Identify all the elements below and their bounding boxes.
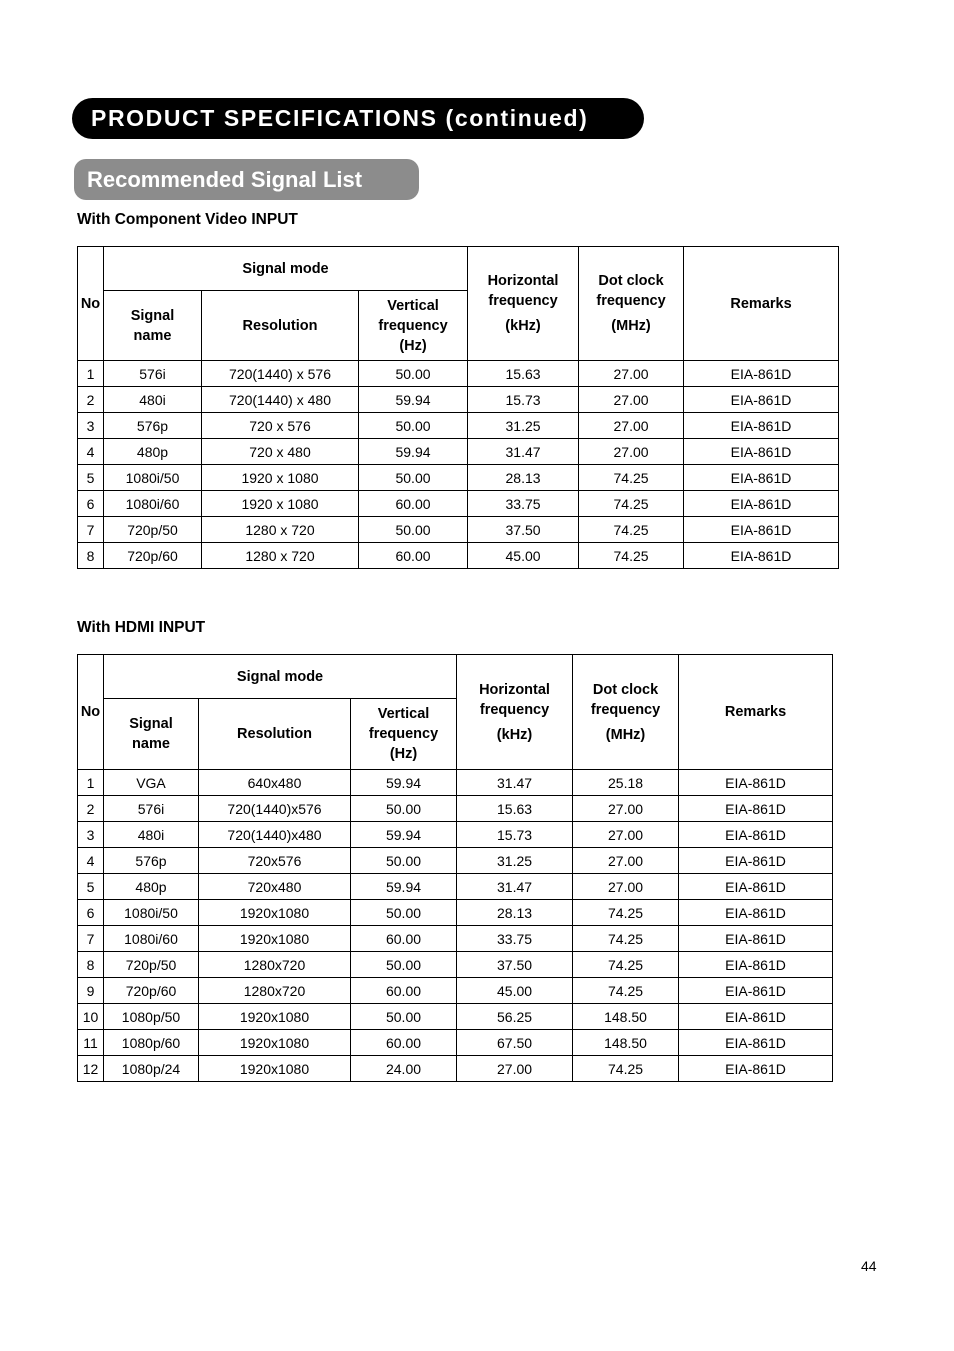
header-line: name bbox=[133, 327, 172, 344]
cell-horizontal-frequency: 33.75 bbox=[468, 491, 579, 517]
cell-vertical-frequency: 24.00 bbox=[351, 1056, 457, 1082]
cell-dot-clock: 74.25 bbox=[573, 926, 679, 952]
table-row bbox=[78, 874, 833, 900]
header-horizontal-frequency bbox=[468, 247, 579, 361]
cell-resolution: 1280x720 bbox=[199, 978, 351, 1004]
cell-remarks: EIA-861D bbox=[684, 387, 839, 413]
table-row bbox=[78, 900, 833, 926]
header-line: frequency bbox=[488, 293, 558, 309]
cell-horizontal-frequency: 45.00 bbox=[468, 543, 579, 569]
cell-no: 4 bbox=[78, 848, 104, 874]
header-line: Vertical bbox=[377, 706, 430, 722]
cell-remarks: EIA-861D bbox=[684, 543, 839, 569]
cell-no: 9 bbox=[78, 978, 104, 1004]
cell-resolution: 1280 x 720 bbox=[202, 517, 359, 543]
cell-horizontal-frequency: 31.47 bbox=[468, 439, 579, 465]
header-line: Vertical bbox=[387, 297, 439, 314]
cell-remarks: EIA-861D bbox=[684, 517, 839, 543]
header-line: Horizontal bbox=[487, 273, 559, 289]
table-row bbox=[78, 1056, 833, 1082]
cell-signal-name: 480p bbox=[104, 439, 202, 465]
cell-signal-name: 720p/50 bbox=[104, 517, 202, 543]
cell-horizontal-frequency: 33.75 bbox=[457, 926, 573, 952]
cell-resolution: 720 x 576 bbox=[202, 413, 359, 439]
header-signal-name bbox=[104, 699, 199, 770]
cell-dot-clock: 74.25 bbox=[579, 491, 684, 517]
cell-resolution: 1920x1080 bbox=[199, 1004, 351, 1030]
cell-resolution: 720(1440)x480 bbox=[199, 822, 351, 848]
cell-dot-clock: 27.00 bbox=[579, 361, 684, 387]
hdmi-heading: With HDMI INPUT bbox=[77, 619, 206, 636]
header-horizontal-frequency bbox=[457, 655, 573, 770]
cell-no: 10 bbox=[78, 1004, 104, 1030]
cell-remarks: EIA-861D bbox=[679, 900, 833, 926]
cell-remarks: EIA-861D bbox=[679, 848, 833, 874]
cell-signal-name: VGA bbox=[104, 770, 199, 796]
table-row bbox=[78, 543, 839, 569]
cell-dot-clock: 27.00 bbox=[573, 822, 679, 848]
header-no: No bbox=[78, 655, 104, 770]
cell-remarks: EIA-861D bbox=[679, 822, 833, 848]
cell-signal-name: 720p/50 bbox=[104, 952, 199, 978]
cell-dot-clock: 74.25 bbox=[573, 952, 679, 978]
cell-dot-clock: 27.00 bbox=[579, 413, 684, 439]
cell-signal-name: 1080p/24 bbox=[104, 1056, 199, 1082]
cell-vertical-frequency: 59.94 bbox=[351, 874, 457, 900]
cell-resolution: 1920x1080 bbox=[199, 1056, 351, 1082]
cell-no: 1 bbox=[78, 361, 104, 387]
cell-resolution: 720(1440)x576 bbox=[199, 796, 351, 822]
cell-remarks: EIA-861D bbox=[679, 926, 833, 952]
component-signal-table bbox=[77, 246, 839, 569]
cell-dot-clock: 74.25 bbox=[579, 543, 684, 569]
header-signal-name bbox=[104, 291, 202, 361]
header-remarks: Remarks bbox=[684, 247, 839, 361]
cell-dot-clock: 27.00 bbox=[579, 387, 684, 413]
cell-signal-name: 576i bbox=[104, 361, 202, 387]
cell-dot-clock: 74.25 bbox=[573, 1056, 679, 1082]
cell-dot-clock: 74.25 bbox=[573, 900, 679, 926]
cell-resolution: 720x480 bbox=[199, 874, 351, 900]
cell-remarks: EIA-861D bbox=[679, 1030, 833, 1056]
cell-resolution: 640x480 bbox=[199, 770, 351, 796]
cell-signal-name: 480p bbox=[104, 874, 199, 900]
cell-dot-clock: 25.18 bbox=[573, 770, 679, 796]
cell-resolution: 1920x1080 bbox=[199, 900, 351, 926]
table-row bbox=[78, 361, 839, 387]
header-no: No bbox=[78, 247, 104, 361]
cell-horizontal-frequency: 31.47 bbox=[457, 874, 573, 900]
cell-horizontal-frequency: 56.25 bbox=[457, 1004, 573, 1030]
table-row bbox=[78, 1030, 833, 1056]
header-vertical-frequency bbox=[359, 291, 468, 361]
table-row bbox=[78, 517, 839, 543]
table-row bbox=[78, 413, 839, 439]
cell-horizontal-frequency: 37.50 bbox=[468, 517, 579, 543]
cell-vertical-frequency: 50.00 bbox=[359, 361, 468, 387]
cell-resolution: 720(1440) x 576 bbox=[202, 361, 359, 387]
header-line: name bbox=[132, 736, 170, 752]
header-remarks: Remarks bbox=[679, 655, 833, 770]
cell-horizontal-frequency: 15.63 bbox=[457, 796, 573, 822]
header-signal-mode: Signal mode bbox=[104, 247, 468, 291]
cell-signal-name: 720p/60 bbox=[104, 543, 202, 569]
cell-dot-clock: 27.00 bbox=[573, 874, 679, 900]
header-signal-mode: Signal mode bbox=[104, 655, 457, 699]
cell-horizontal-frequency: 31.25 bbox=[468, 413, 579, 439]
header-line: (Hz) bbox=[399, 337, 427, 354]
cell-no: 8 bbox=[78, 543, 104, 569]
cell-signal-name: 720p/60 bbox=[104, 978, 199, 1004]
cell-vertical-frequency: 50.00 bbox=[351, 796, 457, 822]
header-line: frequency bbox=[479, 701, 550, 718]
cell-no: 6 bbox=[78, 900, 104, 926]
cell-remarks: EIA-861D bbox=[684, 361, 839, 387]
cell-no: 11 bbox=[78, 1030, 104, 1056]
cell-dot-clock: 27.00 bbox=[573, 848, 679, 874]
cell-resolution: 720 x 480 bbox=[202, 439, 359, 465]
cell-remarks: EIA-861D bbox=[684, 491, 839, 517]
section-title: Recommended Signal List bbox=[74, 159, 419, 200]
cell-vertical-frequency: 60.00 bbox=[359, 543, 468, 569]
table-row bbox=[78, 796, 833, 822]
cell-vertical-frequency: 60.00 bbox=[359, 491, 468, 517]
header-line: (Hz) bbox=[389, 746, 418, 762]
cell-dot-clock: 148.50 bbox=[573, 1030, 679, 1056]
cell-no: 8 bbox=[78, 952, 104, 978]
cell-no: 5 bbox=[78, 874, 104, 900]
cell-signal-name: 576p bbox=[104, 413, 202, 439]
header-line: frequency bbox=[378, 317, 448, 334]
cell-vertical-frequency: 59.94 bbox=[359, 387, 468, 413]
cell-dot-clock: 74.25 bbox=[579, 517, 684, 543]
header-vertical-frequency bbox=[351, 699, 457, 770]
cell-signal-name: 1080i/60 bbox=[104, 491, 202, 517]
cell-vertical-frequency: 59.94 bbox=[359, 439, 468, 465]
cell-horizontal-frequency: 31.47 bbox=[457, 770, 573, 796]
cell-signal-name: 576p bbox=[104, 848, 199, 874]
cell-horizontal-frequency: 15.63 bbox=[468, 361, 579, 387]
header-line: (kHz) bbox=[505, 318, 541, 334]
cell-remarks: EIA-861D bbox=[679, 770, 833, 796]
table-row bbox=[78, 439, 839, 465]
cell-no: 5 bbox=[78, 465, 104, 491]
cell-vertical-frequency: 50.00 bbox=[351, 952, 457, 978]
header-line: frequency bbox=[368, 726, 439, 742]
header-line: frequency bbox=[596, 293, 666, 309]
table-row bbox=[78, 491, 839, 517]
cell-vertical-frequency: 60.00 bbox=[351, 926, 457, 952]
header-resolution: Resolution bbox=[199, 699, 351, 770]
cell-resolution: 1280 x 720 bbox=[202, 543, 359, 569]
table-row bbox=[78, 465, 839, 491]
cell-horizontal-frequency: 27.00 bbox=[457, 1056, 573, 1082]
cell-remarks: EIA-861D bbox=[684, 439, 839, 465]
cell-dot-clock: 148.50 bbox=[573, 1004, 679, 1030]
cell-remarks: EIA-861D bbox=[679, 978, 833, 1004]
cell-vertical-frequency: 50.00 bbox=[359, 465, 468, 491]
component-video-heading: With Component Video INPUT bbox=[77, 211, 298, 228]
cell-horizontal-frequency: 37.50 bbox=[457, 952, 573, 978]
cell-resolution: 1920 x 1080 bbox=[202, 491, 359, 517]
cell-remarks: EIA-861D bbox=[679, 1056, 833, 1082]
cell-signal-name: 1080i/50 bbox=[104, 900, 199, 926]
header-line: (kHz) bbox=[496, 726, 533, 743]
cell-horizontal-frequency: 45.00 bbox=[457, 978, 573, 1004]
table-row bbox=[78, 387, 839, 413]
cell-resolution: 1920x1080 bbox=[199, 926, 351, 952]
cell-no: 1 bbox=[78, 770, 104, 796]
table-row bbox=[78, 978, 833, 1004]
cell-no: 7 bbox=[78, 926, 104, 952]
header-line: (MHz) bbox=[605, 726, 646, 743]
header-line: Signal bbox=[130, 307, 175, 324]
cell-horizontal-frequency: 15.73 bbox=[457, 822, 573, 848]
cell-horizontal-frequency: 67.50 bbox=[457, 1030, 573, 1056]
cell-remarks: EIA-861D bbox=[679, 796, 833, 822]
cell-no: 4 bbox=[78, 439, 104, 465]
cell-no: 3 bbox=[78, 822, 104, 848]
header-line: (MHz) bbox=[611, 318, 651, 334]
cell-resolution: 720x576 bbox=[199, 848, 351, 874]
cell-vertical-frequency: 60.00 bbox=[351, 978, 457, 1004]
cell-horizontal-frequency: 28.13 bbox=[468, 465, 579, 491]
cell-signal-name: 480i bbox=[104, 822, 199, 848]
cell-signal-name: 480i bbox=[104, 387, 202, 413]
cell-vertical-frequency: 50.00 bbox=[359, 517, 468, 543]
page-number: 44 bbox=[861, 1258, 877, 1274]
cell-signal-name: 1080p/60 bbox=[104, 1030, 199, 1056]
cell-no: 12 bbox=[78, 1056, 104, 1082]
table-row bbox=[78, 770, 833, 796]
page-title: PRODUCT SPECIFICATIONS (continued) bbox=[72, 98, 644, 139]
cell-dot-clock: 27.00 bbox=[573, 796, 679, 822]
cell-remarks: EIA-861D bbox=[679, 952, 833, 978]
cell-no: 7 bbox=[78, 517, 104, 543]
cell-horizontal-frequency: 31.25 bbox=[457, 848, 573, 874]
hdmi-signal-table bbox=[77, 654, 833, 1082]
cell-no: 2 bbox=[78, 796, 104, 822]
header-line: frequency bbox=[590, 701, 661, 718]
cell-remarks: EIA-861D bbox=[679, 874, 833, 900]
cell-dot-clock: 74.25 bbox=[573, 978, 679, 1004]
cell-resolution: 1920 x 1080 bbox=[202, 465, 359, 491]
cell-horizontal-frequency: 28.13 bbox=[457, 900, 573, 926]
cell-vertical-frequency: 59.94 bbox=[351, 770, 457, 796]
cell-remarks: EIA-861D bbox=[684, 465, 839, 491]
cell-signal-name: 1080i/60 bbox=[104, 926, 199, 952]
header-line: Signal bbox=[129, 716, 173, 732]
cell-signal-name: 576i bbox=[104, 796, 199, 822]
cell-remarks: EIA-861D bbox=[679, 1004, 833, 1030]
cell-remarks: EIA-861D bbox=[684, 413, 839, 439]
cell-dot-clock: 27.00 bbox=[579, 439, 684, 465]
table-row bbox=[78, 822, 833, 848]
cell-horizontal-frequency: 15.73 bbox=[468, 387, 579, 413]
header-dot-clock-frequency bbox=[573, 655, 679, 770]
cell-vertical-frequency: 50.00 bbox=[351, 848, 457, 874]
cell-vertical-frequency: 59.94 bbox=[351, 822, 457, 848]
cell-vertical-frequency: 50.00 bbox=[359, 413, 468, 439]
cell-vertical-frequency: 50.00 bbox=[351, 1004, 457, 1030]
header-line: Horizontal bbox=[479, 681, 550, 698]
table-row bbox=[78, 926, 833, 952]
cell-no: 2 bbox=[78, 387, 104, 413]
header-resolution: Resolution bbox=[202, 291, 359, 361]
cell-resolution: 1920x1080 bbox=[199, 1030, 351, 1056]
cell-resolution: 1280x720 bbox=[199, 952, 351, 978]
cell-resolution: 720(1440) x 480 bbox=[202, 387, 359, 413]
header-line: Dot clock bbox=[592, 681, 659, 698]
cell-vertical-frequency: 50.00 bbox=[351, 900, 457, 926]
cell-no: 3 bbox=[78, 413, 104, 439]
header-dot-clock-frequency bbox=[579, 247, 684, 361]
cell-no: 6 bbox=[78, 491, 104, 517]
header-line: Dot clock bbox=[598, 273, 664, 289]
cell-signal-name: 1080i/50 bbox=[104, 465, 202, 491]
table-row bbox=[78, 952, 833, 978]
cell-vertical-frequency: 60.00 bbox=[351, 1030, 457, 1056]
cell-signal-name: 1080p/50 bbox=[104, 1004, 199, 1030]
table-row bbox=[78, 1004, 833, 1030]
table-row bbox=[78, 848, 833, 874]
cell-dot-clock: 74.25 bbox=[579, 465, 684, 491]
